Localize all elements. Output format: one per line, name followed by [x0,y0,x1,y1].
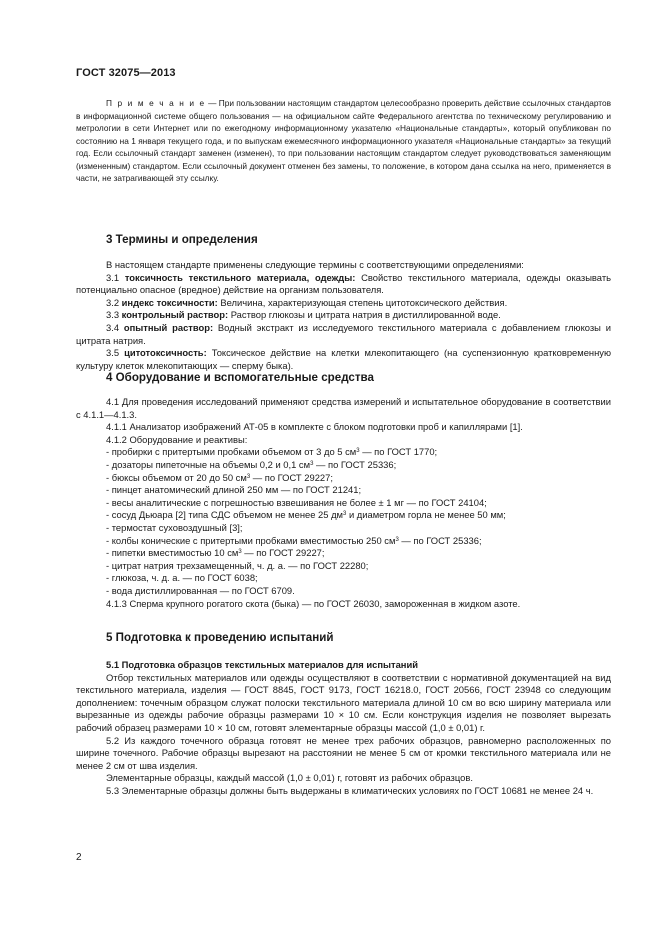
list-item: - весы аналитические с погрешностью взвешивания не более ± 1 мг — по ГОСТ 24104; [106,496,487,508]
para-5-2: 5.2 Из каждого точечного образца готовят не менее трех рабочих образцов, равномерно расположенных по ширине точечного. Рабочие образцы вырезают на расстоянии не менее 5 см от кромки текстильного материала или не менее 2 см от шва изделия. [76,734,611,771]
term-3-4: 3.4 опытный раствор: Водный экстракт из исследуемого текстильного материала с добавлением глюкозы и цитрата натрия. [76,321,611,346]
list-item: - колбы конические с притертыми пробками вместимостью 250 $см^3$ — по ГОСТ 25336; [106,534,482,546]
term-3-1: 3.1 токсичность текстильного материала, одежды: Свойство текстильного материала, одежды оказывать потенциально опасное (вредное) действие на организм пользователя. [76,271,611,296]
section-4-body [76,396,611,610]
list-item: - термостат суховоздушный [3]; [106,521,243,533]
list-item: - цитрат натрия трехзамещенный, ч. д. а. — по ГОСТ 22280; [106,559,369,571]
note-text: — При пользовании настоящим стандартом целесообразно проверить действие ссылочных стандартов в информационной системе общего пользования — на официальном сайте Федерального агентства по техническому регулированию и метрологии в сети Интернет или по ежегодному информационному указателю «Национальные стандарты», который опубликован по состоянию на 1 января текущего года, и по выпускам ежемесячного информационного указателя «Национальные стандарты» за текущий год. Если ссылочный стандарт заменен (изменен), то при пользовании настоящим стандартом следует руководствоваться заменяющим (измененным) стандартом. Если ссылочный документ отменен без замены, то положение, в котором дана ссылка на него, применяется в части, не затрагивающей эту ссылку. [76,98,611,183]
list-item: - дозаторы пипеточные на объемы 0,2 и 0,1 $см^3$ — по ГОСТ 25336; [106,458,397,470]
list-item: - вода дистиллированная — по ГОСТ 6709. [106,584,295,596]
para-4-1-1: 4.1.1 Анализатор изображений АТ-05 в комплекте с блоком подготовки проб и капиллярами [1]. [106,421,523,433]
list-item: - глюкоза, ч. д. а. — по ГОСТ 6038; [106,572,258,584]
section-3-heading: 3 Термины и определения [106,233,258,246]
list-item: - бюксы объемом от 20 до 50 $см^3$ — по ГОСТ 29227; [106,471,333,483]
list-item: - пипетки вместимостью 10 $см^3$ — по ГОСТ 29227; [106,547,325,559]
list-item: - сосуд Дьюара [2] типа СДС объемом не менее 25 $дм^3$ и диаметром горла не менее 50 мм; [106,509,506,521]
para-4-1-2: 4.1.2 Оборудование и реактивы: [106,433,248,445]
subsection-5-1-heading: 5.1 Подготовка образцов текстильных материалов для испытаний [106,659,418,670]
section-5-heading: 5 Подготовка к проведению испытаний [106,631,334,644]
note-paragraph [76,97,611,185]
para-5-3: 5.3 Элементарные образцы должны быть выдержаны в климатических условиях по ГОСТ 10681 не менее 24 ч. [106,784,594,796]
section-3-body [76,259,611,372]
section-5-body [76,659,611,798]
section-3-intro: В настоящем стандарте применены следующие термины с соответствующими определениями: [106,259,524,270]
term-3-5: 3.5 цитотоксичность: Токсическое действие на клетки млекопитающего (на суспензионную кратковременную культуру клеток млекопитающих — сперму быка). [76,347,611,371]
note-label: П р и м е ч а н и е [106,98,206,108]
term-3-2: 3.2 индекс токсичности: Величина, характеризующая степень цитотоксического действия. [106,296,508,308]
para-4-1: 4.1 Для проведения исследований применяют средства измерений и испытательное оборудование в соответствии с 4.1.1—4.1.3. [76,396,611,420]
page-number: 2 [76,852,82,863]
para-5-1: Отбор текстильных материалов или одежды осуществляют в соответствии с нормативной документацией на вид текстильного материала, изделия — ГОСТ 8845, ГОСТ 9173, ГОСТ 16218.0, ГОСТ 20566, ГОСТ 23948 со следующим дополнением: точечным образцом служат полоски текстильного материала длиной 10 см во всю ширину материала или вырезанные из одежды рабочие образцы размерами 10 × 10 см. Если конструкция изделия не позволяет вырезать рабочий образец размерами 10 × 10 см, готовят элементарные образцы массой (1,0 ± 0,01) г. [76,671,611,733]
para-4-1-3: 4.1.3 Сперма крупного рогатого скота (быка) — по ГОСТ 26030, замороженная в жидком азоте. [106,597,521,609]
list-item: - пинцет анатомический длиной 250 мм — по ГОСТ 21241; [106,484,362,496]
section-4-heading: 4 Оборудование и вспомогательные средства [106,371,374,384]
document-header: ГОСТ 32075—2013 [76,67,176,79]
term-3-3: 3.3 контрольный раствор: Раствор глюкозы и цитрата натрия в дистиллированной воде. [106,309,501,321]
list-item: - пробирки с притертыми пробками объемом от 3 до 5 $см^3$ — по ГОСТ 1770; [106,446,438,458]
para-5-2-b: Элементарные образцы, каждый массой (1,0 ± 0,01) г, готовят из рабочих образцов. [106,772,473,784]
